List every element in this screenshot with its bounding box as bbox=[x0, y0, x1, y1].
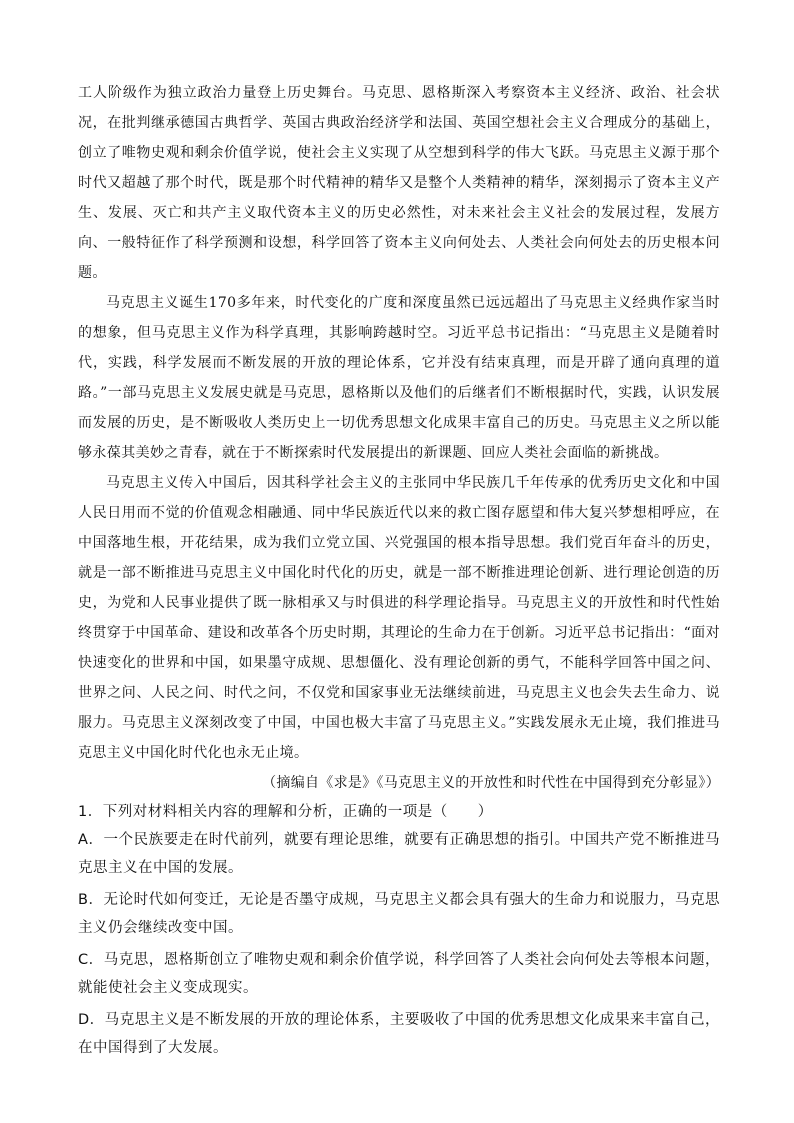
passage-paragraph-1: 工人阶级作为独立政治力量登上历史舞台。马克思、恩格斯深入考察资本主义经济、政治、社会状况，在批判继承德国古典哲学、英国古典政治经济学和法国、英国空想社会主义合理成分的基础上，创立了唯物史观和剩余价值学说，使社会主义实现了从空想到科学的伟大飞跃。马克思主义源于那个时代又超越了那个时代，既是那个时代精神的精华又是整个人类精神的精华，深刻揭示了资本主义产生、发展、灭亡和共产主义取代资本主义的历史必然性，对未来社会主义社会的发展过程，发展方向、一般特征作了科学预测和设想，科学回答了资本主义向何处去、人类社会向何处去的历史根本问题。 bbox=[78, 85, 720, 281]
passage-paragraph-3: 马克思主义传入中国后，因其科学社会主义的主张同中华民族几千年传承的优秀历史文化和中国人民日用而不觉的价值观念相融通、同中华民族近代以来的救亡图存愿望和伟大复兴梦想相呼应，在中国落地生根，开花结果，成为我们立党立国、兴党强国的根本指导思想。我们党百年奋斗的历史，就是一部不断推进马克思主义中国化时代化的历史，就是一部不断推进理论创新、进行理论创造的历史，为党和人民事业提供了既一脉相承又与时俱进的科学理论指导。马克思主义的开放性和时代性始终贯穿于中国革命、建设和改革各个历史时期，其理论的生命力在于创新。习近平总书记指出：“面对快速变化的世界和中国，如果墨守成规、思想僵化、没有理论创新的勇气，不能科学回答中国之问、世界之问、人民之问、时代之问，不仅党和国家事业无法继续前进，马克思主义也会失去生命力、说服力。马克思主义深刻改变了中国，中国也极大丰富了马克思主义。”实践发展永无止境，我们推进马克思主义中国化时代化也永无止境。 bbox=[78, 475, 720, 761]
option-b[interactable]: B．无论时代如何变迁，无论是否墨守成规，马克思主义都会具有强大的生命力和说服力，马克思主义仍会继续改变中国。 bbox=[78, 892, 720, 936]
passage-paragraph-2: 马克思主义诞生170多年来，时代变化的广度和深度虽然已远远超出了马克思主义经典作家当时的想象，但马克思主义作为科学真理，其影响跨越时空。习近平总书记指出：“马克思主义是随着时代，实践，科学发展而不断发展的开放的理论体系，它并没有结束真理，而是开辟了通向真理的道路。”一部马克思主义发展史就是马克思，恩格斯以及他们的后继者们不断根据时代，实践，认识发展而发展的历史，是不断吸收人类历史上一切优秀思想文化成果丰富自己的历史。马克思主义之所以能够永葆其美妙之青春，就在于不断探索时代发展提出的新课题、回应人类社会面临的新挑战。 bbox=[78, 295, 720, 461]
option-c[interactable]: C．马克思，恩格斯创立了唯物史观和剩余价值学说，科学回答了人类社会向何处去等根本问题，就能使社会主义变成现实。 bbox=[78, 952, 720, 996]
option-d[interactable]: D．马克思主义是不断发展的开放的理论体系，主要吸收了中国的优秀思想文化成果来丰富自己，在中国得到了大发展。 bbox=[78, 1012, 720, 1056]
option-a[interactable]: A．一个民族要走在时代前列，就要有理论思维，就要有正确思想的指引。中国共产党不断推进马克思主义在中国的发展。 bbox=[78, 832, 720, 876]
question-stem: 1．下列对材料相关内容的理解和分析，正确的一项是（ ） bbox=[78, 804, 493, 820]
document-page bbox=[78, 78, 720, 1066]
passage-source: （摘编自《求是》《马克思主义的开放性和时代性在中国得到充分彰显》） bbox=[262, 775, 720, 791]
